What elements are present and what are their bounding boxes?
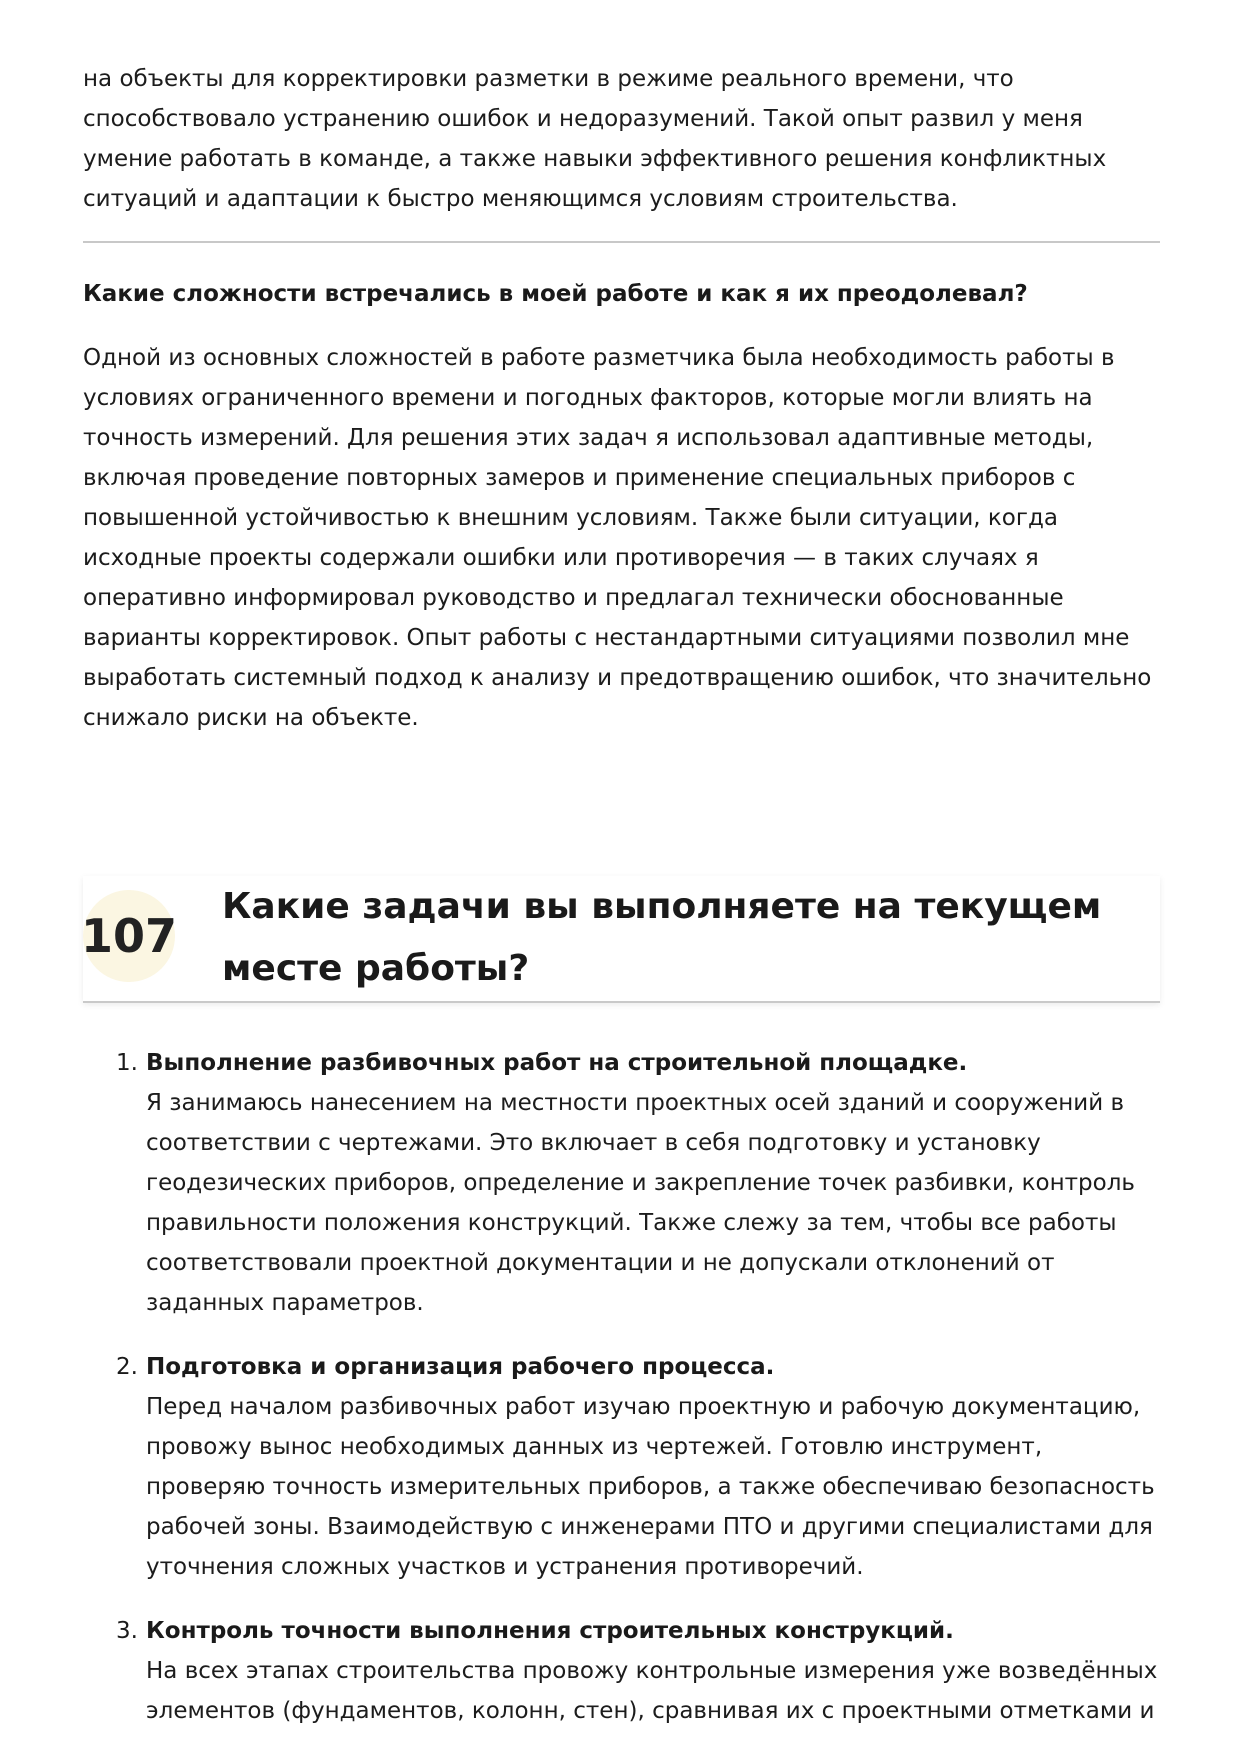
question-header: [80, 876, 1160, 1003]
challenges-paragraph: Одной из основных сложностей в работе разметчика была необходимость работы в условиях ограниченного времени и погодных факторов, которые могли влиять на точность измерений. Для решения этих задач я использовал адаптивные методы, включая проведение повторных замеров и применение специальных приборов с повышенной устойчивостью к внешним условиям. Также были ситуации, когда исходные проекты содержали ошибки или противоречия — в таких случаях я оперативно информировал руководство и предлагал технически обоснованные варианты корректировок. Опыт работы с нестандартными ситуациями позволил мне выработать системный подход к анализу и предотвращению ошибок, что значительно снижало риски на объекте.: [83, 345, 1152, 731]
tasks-list: [83, 1043, 1160, 1755]
list-item-title: Подготовка и организация рабочего процесса.: [146, 1354, 775, 1380]
list-item: [83, 1347, 1160, 1587]
list-item: [83, 1043, 1160, 1323]
section-divider: [83, 241, 1160, 243]
question-number-badge: 107: [83, 890, 175, 982]
list-item-body: На всех этапах строительства провожу контрольные измерения уже возведённых элементов (фундаментов, колонн, стен), сравнивая их с проектными отметками и: [146, 1658, 1158, 1724]
list-item-body: Перед началом разбивочных работ изучаю проектную и рабочую документацию, провожу вынос необходимых данных из чертежей. Готовлю инструмент, проверяю точность измерительных приборов, а также обеспечиваю безопасность рабочей зоны. Взаимодействую с инженерами ПТО и другими специалистами для уточнения сложных участков и устранения противоречий.: [146, 1394, 1155, 1580]
question-title: Какие задачи вы выполняете на текущем месте работы?: [222, 886, 1102, 989]
list-item-body: Я занимаюсь нанесением на местности проектных осей зданий и сооружений в соответствии с чертежами. Это включает в себя подготовку и установку геодезических приборов, определение и закрепление точек разбивки, контроль правильности положения конструкций. Также слежу за тем, чтобы все работы соответствовали проектной документации и не допускали отклонений от заданных параметров.: [146, 1090, 1135, 1316]
challenges-heading: Какие сложности встречались в моей работе и как я их преодолевал?: [83, 281, 1028, 307]
list-item-title: Выполнение разбивочных работ на строительной площадке.: [146, 1050, 968, 1076]
list-item-number: 1.: [116, 1050, 138, 1076]
list-item-number: 3.: [116, 1618, 138, 1644]
list-item-title: Контроль точности выполнения строительных конструкций.: [146, 1618, 954, 1644]
list-item: [83, 1611, 1160, 1731]
list-item-number: 2.: [116, 1354, 138, 1380]
intro-paragraph: на объекты для корректировки разметки в режиме реального времени, что способствовало устранению ошибок и недоразумений. Такой опыт развил у меня умение работать в команде, а также навыки эффективного решения конфликтных ситуаций и адаптации к быстро меняющимся условиям строительства.: [83, 66, 1107, 212]
